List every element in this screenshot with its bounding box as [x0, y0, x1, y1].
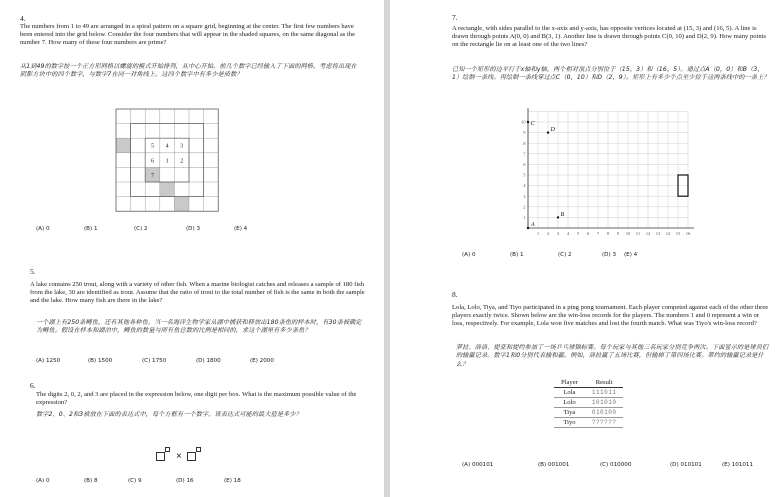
exponent-box[interactable] — [165, 447, 170, 452]
digit-box[interactable] — [187, 452, 196, 461]
table-row — [554, 388, 623, 398]
grid-number: 2 — [180, 158, 184, 165]
choice-d[interactable]: (D) 010101 — [670, 462, 702, 468]
expression-boxes — [156, 446, 216, 466]
x-tick-label: 3 — [556, 231, 560, 236]
table-row — [554, 408, 623, 418]
x-tick-label: 9 — [616, 231, 620, 236]
x-tick-label: 2 — [546, 231, 550, 236]
question-8-english: Lola, Lolo, Tiya, and Tiyo participated in a ping pong tournament. Each player competed against each of the other three players exactly twice. Shown below are the win-loss records for the players. The numbers 1 and 0 represent a win or loss, respectively. For example, Lola won five matches and lost the fourth match. What was Tiyo's win-loss record? — [452, 304, 769, 327]
exponent-box[interactable] — [196, 447, 201, 452]
question-8-number: 8. — [452, 290, 458, 299]
y-tick-label: 7 — [523, 151, 526, 157]
choice-d[interactable]: (D) 3 — [602, 252, 617, 258]
choice-d[interactable]: (D) 16 — [176, 478, 194, 484]
point-label-d: D — [550, 127, 555, 134]
grid-number: 6 — [151, 158, 154, 165]
table-row — [554, 398, 623, 408]
choice-e[interactable]: (E) 18 — [224, 478, 241, 484]
spiral-grid — [115, 108, 235, 212]
x-tick-label: 5 — [576, 231, 580, 236]
shaded-cell — [116, 138, 131, 153]
player-name: Lolo — [554, 398, 585, 408]
player-result: 010100 — [585, 408, 624, 418]
digit-box[interactable] — [156, 452, 165, 461]
right-page — [390, 0, 775, 497]
point-a — [527, 227, 529, 229]
table-row — [554, 418, 623, 428]
question-5-number: 5. — [30, 267, 36, 276]
question-6-number: 6. — [30, 381, 36, 390]
choice-b[interactable]: (B) 1 — [510, 252, 524, 258]
player-result: ?????? — [585, 418, 624, 428]
x-tick-label: 11 — [635, 231, 641, 236]
point-c — [527, 121, 529, 123]
point-label-b: B — [560, 211, 565, 218]
choice-a[interactable]: (A) 0 — [36, 478, 50, 484]
choice-e[interactable]: (E) 4 — [624, 252, 638, 258]
player-result: 101010 — [585, 398, 624, 408]
y-tick-label: 10 — [520, 119, 526, 125]
y-tick-label: 3 — [523, 193, 526, 199]
x-tick-label: 14 — [665, 231, 671, 236]
x-tick-label: 6 — [586, 231, 590, 236]
grid-number: 4 — [165, 143, 169, 150]
grid-number: 5 — [151, 143, 154, 150]
choice-a[interactable]: (A) 0 — [36, 226, 50, 232]
y-tick-label: 2 — [523, 204, 526, 210]
player-name: Tiya — [554, 408, 585, 418]
choice-b[interactable]: (B) 001001 — [538, 462, 570, 468]
x-tick-label: 7 — [596, 231, 600, 236]
x-tick-label: 13 — [655, 231, 661, 236]
player-result: 111011 — [585, 388, 624, 398]
x-tick-label: 4 — [566, 231, 570, 236]
question-6-english: The digits 2, 0, 2, and 3 are placed in the expression below, one digit per box. What is the maximum possible value of the expression? — [36, 391, 357, 406]
choice-a[interactable]: (A) 000101 — [462, 462, 494, 468]
choice-c[interactable]: (C) 2 — [134, 226, 148, 232]
point-b — [557, 216, 559, 218]
question-5-chinese: 一个湖上有250条鳟鱼，还有其他各种鱼。当一名海洋生物学家从湖中捕获和释放出180条鱼的样本时，有30条被确定为鳟鱼。假设在样本和湖泊中，鳟鱼的数量与所有鱼总数的比例是相同的，求这个湖里有多少条鱼？ — [36, 319, 362, 335]
column-header-player: Player — [554, 378, 585, 388]
player-name: Lola — [554, 388, 585, 398]
choice-c[interactable]: (C) 2 — [558, 252, 572, 258]
column-header-result: Result — [585, 378, 624, 388]
shaded-cell — [174, 197, 189, 212]
choice-e[interactable]: (E) 2000 — [250, 358, 274, 364]
choice-a[interactable]: (A) 1250 — [36, 358, 61, 364]
question-7-number: 7. — [452, 13, 458, 22]
point-d — [547, 131, 549, 133]
choice-e[interactable]: (E) 101011 — [722, 462, 754, 468]
choice-d[interactable]: (D) 3 — [186, 226, 201, 232]
y-tick-label: 1 — [523, 215, 526, 220]
win-loss-table — [554, 378, 623, 428]
y-tick-label: 8 — [523, 140, 526, 146]
grid-number: 7 — [151, 172, 154, 179]
x-tick-label: 16 — [685, 231, 691, 236]
grid-number: 3 — [180, 143, 184, 150]
choice-b[interactable]: (B) 1500 — [88, 358, 113, 364]
choice-c[interactable]: (C) 9 — [128, 478, 142, 484]
x-tick-label: 10 — [625, 231, 631, 236]
question-7-chinese: 已知一个矩形的边平行于x轴和y轴，两个相对顶点分别位于（15，3）和（16，5）。通过点A（0，0）和B（3，1）绘制一条线。再绘制一条线穿过点C（0，10）和D（2，9）。矩形上有多少个点至少位于这两条线中的一条上？ — [452, 66, 770, 82]
question-5-english: A lake contains 250 trout, along with a variety of other fish. When a marine biologist catches and releases a sample of 180 fish from the lake, 30 are identified as trout. Assume that the ratio of trout to the total number of fish is the same in both the sample and the lake. How many fish are there in the lake? — [30, 281, 365, 304]
question-6-chinese: 数字2、0、2和3被放在下面的表达式中，每个方框有一个数字。该表达式可能的最大值是多少？ — [36, 411, 302, 418]
x-tick-label: 1 — [536, 231, 540, 236]
choice-d[interactable]: (D) 1800 — [196, 358, 221, 364]
x-tick-label: 8 — [606, 231, 610, 236]
question-4-english: The numbers from 1 to 49 are arranged in a spiral pattern on a square grid, beginning at the center. The first few numbers have been entered into the grid below. Consider the four numbers that will appear in the shaded squares, on the same diagonal as the number 7. How many of these four numbers are prime? — [20, 23, 356, 46]
y-tick-label: 9 — [523, 130, 526, 136]
choice-c[interactable]: (C) 1750 — [142, 358, 167, 364]
choice-b[interactable]: (B) 8 — [84, 478, 98, 484]
choice-b[interactable]: (B) 1 — [84, 226, 98, 232]
y-tick-label: 4 — [523, 183, 526, 189]
x-tick-label: 15 — [675, 231, 681, 236]
choice-c[interactable]: (C) 010000 — [600, 462, 632, 468]
question-4-number: 4. — [20, 14, 26, 23]
question-7-english: A rectangle, with sides parallel to the x-axis and y-axis, has opposite vertices located at (15, 3) and (16, 5). A line is drawn through points A(0, 0) and B(3, 1). Another line is drawn through points C(0, 10) and D(2, 9). How many points on the rectangle lie on at least one of the two lines? — [452, 25, 767, 48]
question-8-chinese: 萝拉、洛洛、提亚和提约参加了一场乒乓球锦标赛。每个玩家与其他三名玩家分别竞争两次。下面显示的是球员们的输赢记录。数字1和0分别代表输和赢。例如，洛拉赢了五场比赛，但输掉了第四场比赛。蒂约的输赢记录是什么？ — [456, 344, 769, 368]
question-4-chinese: 从1到49的数字按一个正方形网格以螺旋的模式开始排列，从中心开始。前几个数字已经输入了下面的网格。考虑将出现在阴影方块中的四个数字，与数字7在同一对角线上。这四个数字中有多少是质数？ — [20, 63, 357, 79]
shaded-cell — [160, 182, 175, 197]
x-tick-label: 12 — [645, 231, 651, 236]
left-page — [0, 0, 384, 497]
choice-e[interactable]: (E) 4 — [234, 226, 248, 232]
coordinate-graph — [518, 104, 704, 240]
choice-a[interactable]: (A) 0 — [462, 252, 476, 258]
grid-number: 1 — [165, 158, 169, 165]
point-label-a: A — [531, 222, 535, 228]
player-name: Tiyo — [554, 418, 585, 428]
y-tick-label: 6 — [523, 162, 526, 167]
times-operator: × — [176, 451, 182, 462]
y-tick-label: 5 — [523, 172, 526, 178]
point-label-c: C — [530, 121, 535, 127]
